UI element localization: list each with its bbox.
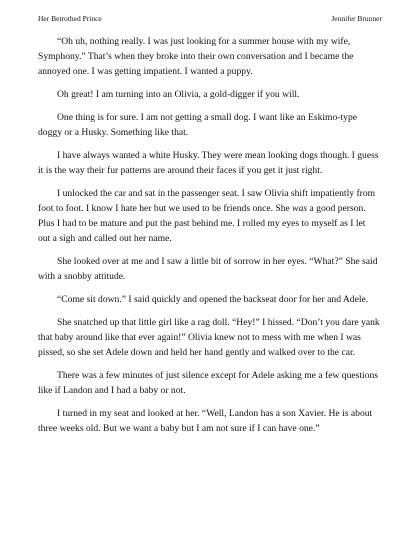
paragraph: She snatched up that little girl like a rag doll. “Hey!” I hissed. “Don’t you dare yank that baby around like that ever again!” Olivia knew not to mess with me when I was pissed, so she set Adele down and held her hand gently and walked over to the car. [38,317,380,358]
page-header [38,14,382,24]
paragraph [38,186,380,246]
paragraph: One thing is for sure. I am not getting a small dog. I want like an Eskimo-type doggy or a Husky. Something like that. [38,112,358,138]
paragraph-text: I unlocked the car and sat in the passenger seat. I saw Olivia shift impatiently from foot to foot. I know I hate her but we used to be friends once. She [38,188,376,214]
paragraph: I turned in my seat and looked at her. “Well, Landon has a son Xavier. He is about three weeks old. But we want a baby but I am not sure if I can have one.” [38,408,373,434]
paragraph: “Come sit down.” I said quickly and opened the backseat door for her and Adele. [57,294,369,305]
paragraph: She looked over at me and I saw a little bit of sorrow in her eyes. “What?” She said with a snobby attitude. [38,256,378,282]
paragraph-text: a good person. Plus I had to be mature and put the past behind me. I rolled my eyes to myself as I let out a sigh and called out her name. [38,203,366,244]
paragraph: “Oh uh, nothing really. I was just looking for a summer house with my wife, Symphony.” That’s when they broke into their own conversation and I became the annoyed one. I was getting impatient. I wanted a puppy. [38,36,354,77]
author-name: Jennifer Brunner [331,14,382,23]
page-body [38,34,380,444]
book-title: Her Betrothed Prince [38,14,102,23]
emphasis-text: was [292,203,308,214]
paragraph: Oh great! I am turning into an Olivia, a gold-digger if you will. [57,89,300,100]
paragraph: I have always wanted a white Husky. They were mean looking dogs though. I guess it is the way their fur patterns are around their faces if you get it just right. [38,150,379,176]
paragraph: There was a few minutes of just silence except for Adele asking me a few questions like if Landon and I had a baby or not. [38,370,379,396]
